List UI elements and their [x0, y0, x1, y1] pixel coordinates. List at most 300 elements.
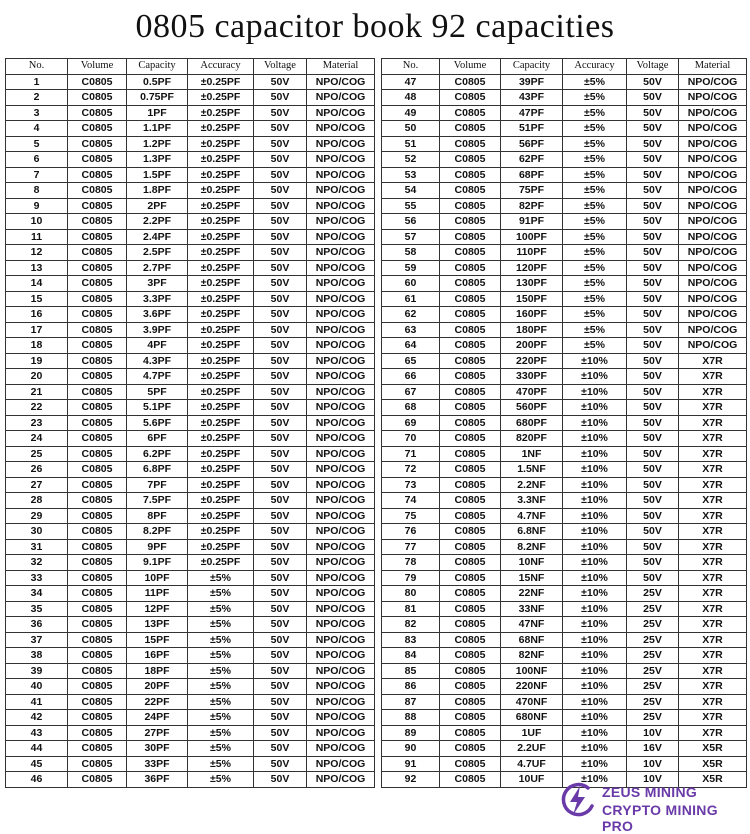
table-row: [6, 198, 375, 214]
cell-no: 81: [382, 601, 440, 617]
table-row: [382, 648, 747, 664]
cell-voltage: 50V: [627, 167, 679, 183]
cell-voltage: 50V: [254, 524, 307, 540]
cell-volume: C0805: [440, 586, 501, 602]
cell-material: NPO/COG: [679, 152, 747, 168]
cell-capacity: 4.7NF: [501, 508, 563, 524]
cell-accuracy: ±0.25PF: [188, 431, 254, 447]
table-row: [6, 725, 375, 741]
cell-volume: C0805: [440, 446, 501, 462]
cell-no: 83: [382, 632, 440, 648]
cell-no: 91: [382, 756, 440, 772]
cell-voltage: 50V: [627, 508, 679, 524]
cell-voltage: 50V: [254, 710, 307, 726]
cell-voltage: 50V: [254, 384, 307, 400]
cell-capacity: 30PF: [127, 741, 188, 757]
cell-volume: C0805: [68, 291, 127, 307]
cell-volume: C0805: [440, 338, 501, 354]
cell-no: 72: [382, 462, 440, 478]
cell-volume: C0805: [68, 601, 127, 617]
cell-voltage: 25V: [627, 586, 679, 602]
cell-voltage: 50V: [254, 772, 307, 788]
cell-volume: C0805: [68, 508, 127, 524]
cell-capacity: 1.5NF: [501, 462, 563, 478]
cell-voltage: 50V: [254, 570, 307, 586]
cell-voltage: 50V: [254, 74, 307, 90]
cell-material: X7R: [679, 663, 747, 679]
cell-capacity: 3PF: [127, 276, 188, 292]
cell-capacity: 200PF: [501, 338, 563, 354]
cell-material: NPO/COG: [307, 617, 375, 633]
table-row: [6, 369, 375, 385]
cell-capacity: 2.7PF: [127, 260, 188, 276]
cell-accuracy: ±5%: [563, 74, 627, 90]
cell-volume: C0805: [68, 74, 127, 90]
cell-material: X7R: [679, 570, 747, 586]
cell-accuracy: ±5%: [188, 694, 254, 710]
cell-volume: C0805: [68, 462, 127, 478]
cell-voltage: 50V: [627, 229, 679, 245]
cell-voltage: 50V: [627, 291, 679, 307]
cell-no: 70: [382, 431, 440, 447]
cell-material: NPO/COG: [307, 570, 375, 586]
cell-no: 63: [382, 322, 440, 338]
cell-material: X7R: [679, 586, 747, 602]
cell-accuracy: ±0.25PF: [188, 260, 254, 276]
cell-capacity: 180PF: [501, 322, 563, 338]
cell-no: 92: [382, 772, 440, 788]
cell-accuracy: ±10%: [563, 663, 627, 679]
cell-material: NPO/COG: [307, 415, 375, 431]
cell-accuracy: ±10%: [563, 384, 627, 400]
cell-voltage: 50V: [254, 741, 307, 757]
cell-no: 65: [382, 353, 440, 369]
cell-material: X7R: [679, 679, 747, 695]
cell-material: NPO/COG: [307, 601, 375, 617]
cell-voltage: 50V: [627, 524, 679, 540]
cell-no: 67: [382, 384, 440, 400]
cell-accuracy: ±5%: [563, 245, 627, 261]
cell-no: 60: [382, 276, 440, 292]
cell-accuracy: ±10%: [563, 400, 627, 416]
cell-accuracy: ±0.25PF: [188, 214, 254, 230]
cell-material: NPO/COG: [307, 152, 375, 168]
cell-volume: C0805: [68, 260, 127, 276]
table-row: [382, 555, 747, 571]
cell-voltage: 50V: [254, 198, 307, 214]
cell-material: X7R: [679, 524, 747, 540]
cell-accuracy: ±5%: [563, 276, 627, 292]
cell-no: 2: [6, 90, 68, 106]
cell-voltage: 50V: [254, 632, 307, 648]
table-row: [6, 415, 375, 431]
table-row: [6, 446, 375, 462]
cell-voltage: 50V: [254, 508, 307, 524]
cell-no: 20: [6, 369, 68, 385]
cell-material: X5R: [679, 756, 747, 772]
cell-voltage: 50V: [627, 152, 679, 168]
cell-accuracy: ±5%: [563, 198, 627, 214]
cell-volume: C0805: [68, 90, 127, 106]
cell-voltage: 25V: [627, 694, 679, 710]
table-row: [382, 152, 747, 168]
cell-material: X5R: [679, 741, 747, 757]
cell-no: 8: [6, 183, 68, 199]
cell-accuracy: ±5%: [563, 183, 627, 199]
cell-material: X7R: [679, 601, 747, 617]
table-row: [6, 384, 375, 400]
cell-volume: C0805: [440, 772, 501, 788]
cell-material: X7R: [679, 462, 747, 478]
cell-voltage: 50V: [627, 338, 679, 354]
cell-capacity: 68PF: [501, 167, 563, 183]
cell-no: 9: [6, 198, 68, 214]
cell-voltage: 50V: [254, 229, 307, 245]
cell-no: 51: [382, 136, 440, 152]
cell-accuracy: ±5%: [563, 338, 627, 354]
cell-volume: C0805: [440, 710, 501, 726]
cell-volume: C0805: [440, 276, 501, 292]
table-row: [382, 384, 747, 400]
cell-accuracy: ±0.25PF: [188, 477, 254, 493]
table-row: [382, 260, 747, 276]
cell-volume: C0805: [440, 462, 501, 478]
cell-no: 32: [6, 555, 68, 571]
cell-volume: C0805: [68, 756, 127, 772]
table-row: [6, 756, 375, 772]
cell-no: 3: [6, 105, 68, 121]
cell-accuracy: ±0.25PF: [188, 90, 254, 106]
table-row: [6, 214, 375, 230]
cell-capacity: 220NF: [501, 679, 563, 695]
table-row: [382, 508, 747, 524]
cell-capacity: 6.8PF: [127, 462, 188, 478]
cell-capacity: 2.2PF: [127, 214, 188, 230]
cell-volume: C0805: [440, 198, 501, 214]
cell-accuracy: ±0.25PF: [188, 446, 254, 462]
cell-no: 15: [6, 291, 68, 307]
cell-accuracy: ±10%: [563, 632, 627, 648]
table-row: [6, 322, 375, 338]
table-row: [382, 338, 747, 354]
cell-volume: C0805: [440, 322, 501, 338]
cell-volume: C0805: [68, 105, 127, 121]
cell-capacity: 43PF: [501, 90, 563, 106]
header-voltage: Voltage: [627, 59, 679, 75]
cell-material: X7R: [679, 415, 747, 431]
table-row: [382, 462, 747, 478]
cell-capacity: 2.2UF: [501, 741, 563, 757]
table-row: [382, 369, 747, 385]
cell-accuracy: ±0.25PF: [188, 183, 254, 199]
cell-accuracy: ±5%: [188, 632, 254, 648]
cell-no: 44: [6, 741, 68, 757]
cell-voltage: 10V: [627, 725, 679, 741]
cell-no: 33: [6, 570, 68, 586]
cell-accuracy: ±0.25PF: [188, 493, 254, 509]
cell-material: X7R: [679, 353, 747, 369]
cell-no: 48: [382, 90, 440, 106]
cell-volume: C0805: [440, 384, 501, 400]
cell-voltage: 50V: [254, 493, 307, 509]
cell-material: X7R: [679, 539, 747, 555]
table-row: [382, 617, 747, 633]
cell-material: NPO/COG: [307, 260, 375, 276]
cell-accuracy: ±10%: [563, 694, 627, 710]
cell-volume: C0805: [440, 663, 501, 679]
cell-material: X7R: [679, 477, 747, 493]
cell-material: NPO/COG: [307, 431, 375, 447]
cell-no: 31: [6, 539, 68, 555]
cell-no: 53: [382, 167, 440, 183]
cell-voltage: 50V: [627, 322, 679, 338]
cell-voltage: 50V: [627, 121, 679, 137]
cell-accuracy: ±10%: [563, 586, 627, 602]
cell-capacity: 220PF: [501, 353, 563, 369]
cell-volume: C0805: [68, 353, 127, 369]
cell-capacity: 75PF: [501, 183, 563, 199]
table-row: [382, 710, 747, 726]
cell-volume: C0805: [68, 648, 127, 664]
cell-accuracy: ±0.25PF: [188, 555, 254, 571]
cell-accuracy: ±5%: [563, 90, 627, 106]
cell-accuracy: ±5%: [563, 229, 627, 245]
cell-no: 74: [382, 493, 440, 509]
table-row: [6, 121, 375, 137]
cell-material: NPO/COG: [307, 307, 375, 323]
cell-capacity: 3.3PF: [127, 291, 188, 307]
cell-volume: C0805: [440, 539, 501, 555]
cell-capacity: 120PF: [501, 260, 563, 276]
cell-no: 40: [6, 679, 68, 695]
cell-volume: C0805: [440, 477, 501, 493]
header-accuracy: Accuracy: [563, 59, 627, 75]
cell-accuracy: ±5%: [188, 570, 254, 586]
cell-accuracy: ±10%: [563, 462, 627, 478]
logo-text-line1: ZEUS MINING: [602, 784, 698, 800]
cell-accuracy: ±10%: [563, 756, 627, 772]
cell-capacity: 7.5PF: [127, 493, 188, 509]
cell-capacity: 62PF: [501, 152, 563, 168]
cell-accuracy: ±0.25PF: [188, 229, 254, 245]
cell-volume: C0805: [68, 725, 127, 741]
cell-volume: C0805: [68, 524, 127, 540]
table-row: [382, 493, 747, 509]
cell-voltage: 50V: [254, 136, 307, 152]
cell-capacity: 15NF: [501, 570, 563, 586]
cell-volume: C0805: [440, 431, 501, 447]
cell-voltage: 50V: [254, 539, 307, 555]
cell-capacity: 8PF: [127, 508, 188, 524]
cell-accuracy: ±10%: [563, 446, 627, 462]
cell-volume: C0805: [440, 617, 501, 633]
cell-capacity: 560PF: [501, 400, 563, 416]
cell-material: X7R: [679, 725, 747, 741]
table-row: [6, 741, 375, 757]
cell-no: 16: [6, 307, 68, 323]
table-row: [6, 183, 375, 199]
cell-capacity: 2.2NF: [501, 477, 563, 493]
cell-voltage: 50V: [254, 90, 307, 106]
cell-capacity: 3.6PF: [127, 307, 188, 323]
table-row: [6, 524, 375, 540]
header-accuracy: Accuracy: [188, 59, 254, 75]
cell-volume: C0805: [68, 214, 127, 230]
cell-voltage: 50V: [254, 369, 307, 385]
cell-material: NPO/COG: [307, 291, 375, 307]
cell-voltage: 25V: [627, 632, 679, 648]
cell-volume: C0805: [440, 307, 501, 323]
cell-material: NPO/COG: [307, 710, 375, 726]
cell-capacity: 4.7UF: [501, 756, 563, 772]
cell-volume: C0805: [440, 74, 501, 90]
table-row: [382, 446, 747, 462]
cell-volume: C0805: [440, 555, 501, 571]
table-row: [382, 229, 747, 245]
table-row: [382, 322, 747, 338]
cell-capacity: 10NF: [501, 555, 563, 571]
table-row: [382, 725, 747, 741]
cell-volume: C0805: [68, 183, 127, 199]
cell-volume: C0805: [440, 570, 501, 586]
cell-no: 28: [6, 493, 68, 509]
table-row: [382, 167, 747, 183]
cell-material: NPO/COG: [307, 245, 375, 261]
cell-no: 18: [6, 338, 68, 354]
cell-accuracy: ±0.25PF: [188, 245, 254, 261]
cell-voltage: 50V: [254, 694, 307, 710]
table-row: [382, 586, 747, 602]
cell-no: 49: [382, 105, 440, 121]
cell-no: 55: [382, 198, 440, 214]
cell-accuracy: ±0.25PF: [188, 539, 254, 555]
cell-accuracy: ±10%: [563, 725, 627, 741]
cell-capacity: 100NF: [501, 663, 563, 679]
cell-capacity: 150PF: [501, 291, 563, 307]
cell-volume: C0805: [68, 477, 127, 493]
cell-no: 14: [6, 276, 68, 292]
cell-material: NPO/COG: [307, 198, 375, 214]
cell-material: NPO/COG: [307, 477, 375, 493]
table-row: [382, 214, 747, 230]
cell-material: X7R: [679, 446, 747, 462]
table-row: [6, 477, 375, 493]
cell-material: NPO/COG: [679, 167, 747, 183]
cell-no: 52: [382, 152, 440, 168]
cell-voltage: 50V: [254, 276, 307, 292]
cell-capacity: 110PF: [501, 245, 563, 261]
cell-accuracy: ±0.25PF: [188, 415, 254, 431]
cell-capacity: 100PF: [501, 229, 563, 245]
cell-material: NPO/COG: [679, 338, 747, 354]
cell-capacity: 6.2PF: [127, 446, 188, 462]
cell-capacity: 5.6PF: [127, 415, 188, 431]
cell-material: NPO/COG: [307, 105, 375, 121]
cell-capacity: 8.2NF: [501, 539, 563, 555]
table-row: [6, 586, 375, 602]
table-row: [382, 570, 747, 586]
cell-voltage: 50V: [254, 725, 307, 741]
cell-material: NPO/COG: [679, 183, 747, 199]
cell-no: 80: [382, 586, 440, 602]
table-row: [6, 291, 375, 307]
cell-capacity: 1.5PF: [127, 167, 188, 183]
cell-accuracy: ±5%: [188, 725, 254, 741]
cell-voltage: 25V: [627, 710, 679, 726]
cell-accuracy: ±5%: [563, 322, 627, 338]
cell-material: NPO/COG: [307, 369, 375, 385]
cell-accuracy: ±5%: [188, 648, 254, 664]
cell-capacity: 4PF: [127, 338, 188, 354]
table-row: [6, 74, 375, 90]
table-row: [6, 555, 375, 571]
cell-volume: C0805: [68, 632, 127, 648]
cell-no: 62: [382, 307, 440, 323]
table-row: [382, 136, 747, 152]
cell-accuracy: ±0.25PF: [188, 353, 254, 369]
header-capacity: Capacity: [501, 59, 563, 75]
cell-capacity: 6PF: [127, 431, 188, 447]
cell-material: NPO/COG: [307, 229, 375, 245]
cell-capacity: 10UF: [501, 772, 563, 788]
cell-material: X7R: [679, 493, 747, 509]
cell-capacity: 11PF: [127, 586, 188, 602]
cell-volume: C0805: [68, 679, 127, 695]
table-row: [382, 276, 747, 292]
cell-material: NPO/COG: [679, 198, 747, 214]
cell-no: 38: [6, 648, 68, 664]
header-no: No.: [6, 59, 68, 75]
cell-no: 22: [6, 400, 68, 416]
cell-no: 39: [6, 663, 68, 679]
cell-capacity: 0.75PF: [127, 90, 188, 106]
cell-material: NPO/COG: [307, 338, 375, 354]
cell-material: NPO/COG: [307, 353, 375, 369]
cell-capacity: 47NF: [501, 617, 563, 633]
cell-no: 69: [382, 415, 440, 431]
cell-capacity: 5.1PF: [127, 400, 188, 416]
cell-voltage: 50V: [627, 198, 679, 214]
table-row: [6, 539, 375, 555]
table-row: [6, 462, 375, 478]
cell-no: 90: [382, 741, 440, 757]
cell-volume: C0805: [68, 493, 127, 509]
cell-material: NPO/COG: [307, 663, 375, 679]
cell-no: 82: [382, 617, 440, 633]
cell-material: NPO/COG: [679, 90, 747, 106]
table-row: [6, 353, 375, 369]
cell-voltage: 50V: [254, 121, 307, 137]
table-row: [382, 291, 747, 307]
cell-voltage: 25V: [627, 617, 679, 633]
cell-volume: C0805: [68, 586, 127, 602]
cell-volume: C0805: [440, 679, 501, 695]
cell-material: X7R: [679, 384, 747, 400]
cell-capacity: 4.3PF: [127, 353, 188, 369]
cell-voltage: 50V: [254, 555, 307, 571]
table-row: [382, 307, 747, 323]
cell-accuracy: ±0.25PF: [188, 291, 254, 307]
cell-volume: C0805: [440, 291, 501, 307]
cell-voltage: 25V: [627, 601, 679, 617]
cell-material: NPO/COG: [307, 493, 375, 509]
cell-no: 36: [6, 617, 68, 633]
cell-volume: C0805: [440, 214, 501, 230]
table-row: [6, 648, 375, 664]
cell-material: NPO/COG: [307, 384, 375, 400]
cell-volume: C0805: [68, 400, 127, 416]
cell-capacity: 9PF: [127, 539, 188, 555]
